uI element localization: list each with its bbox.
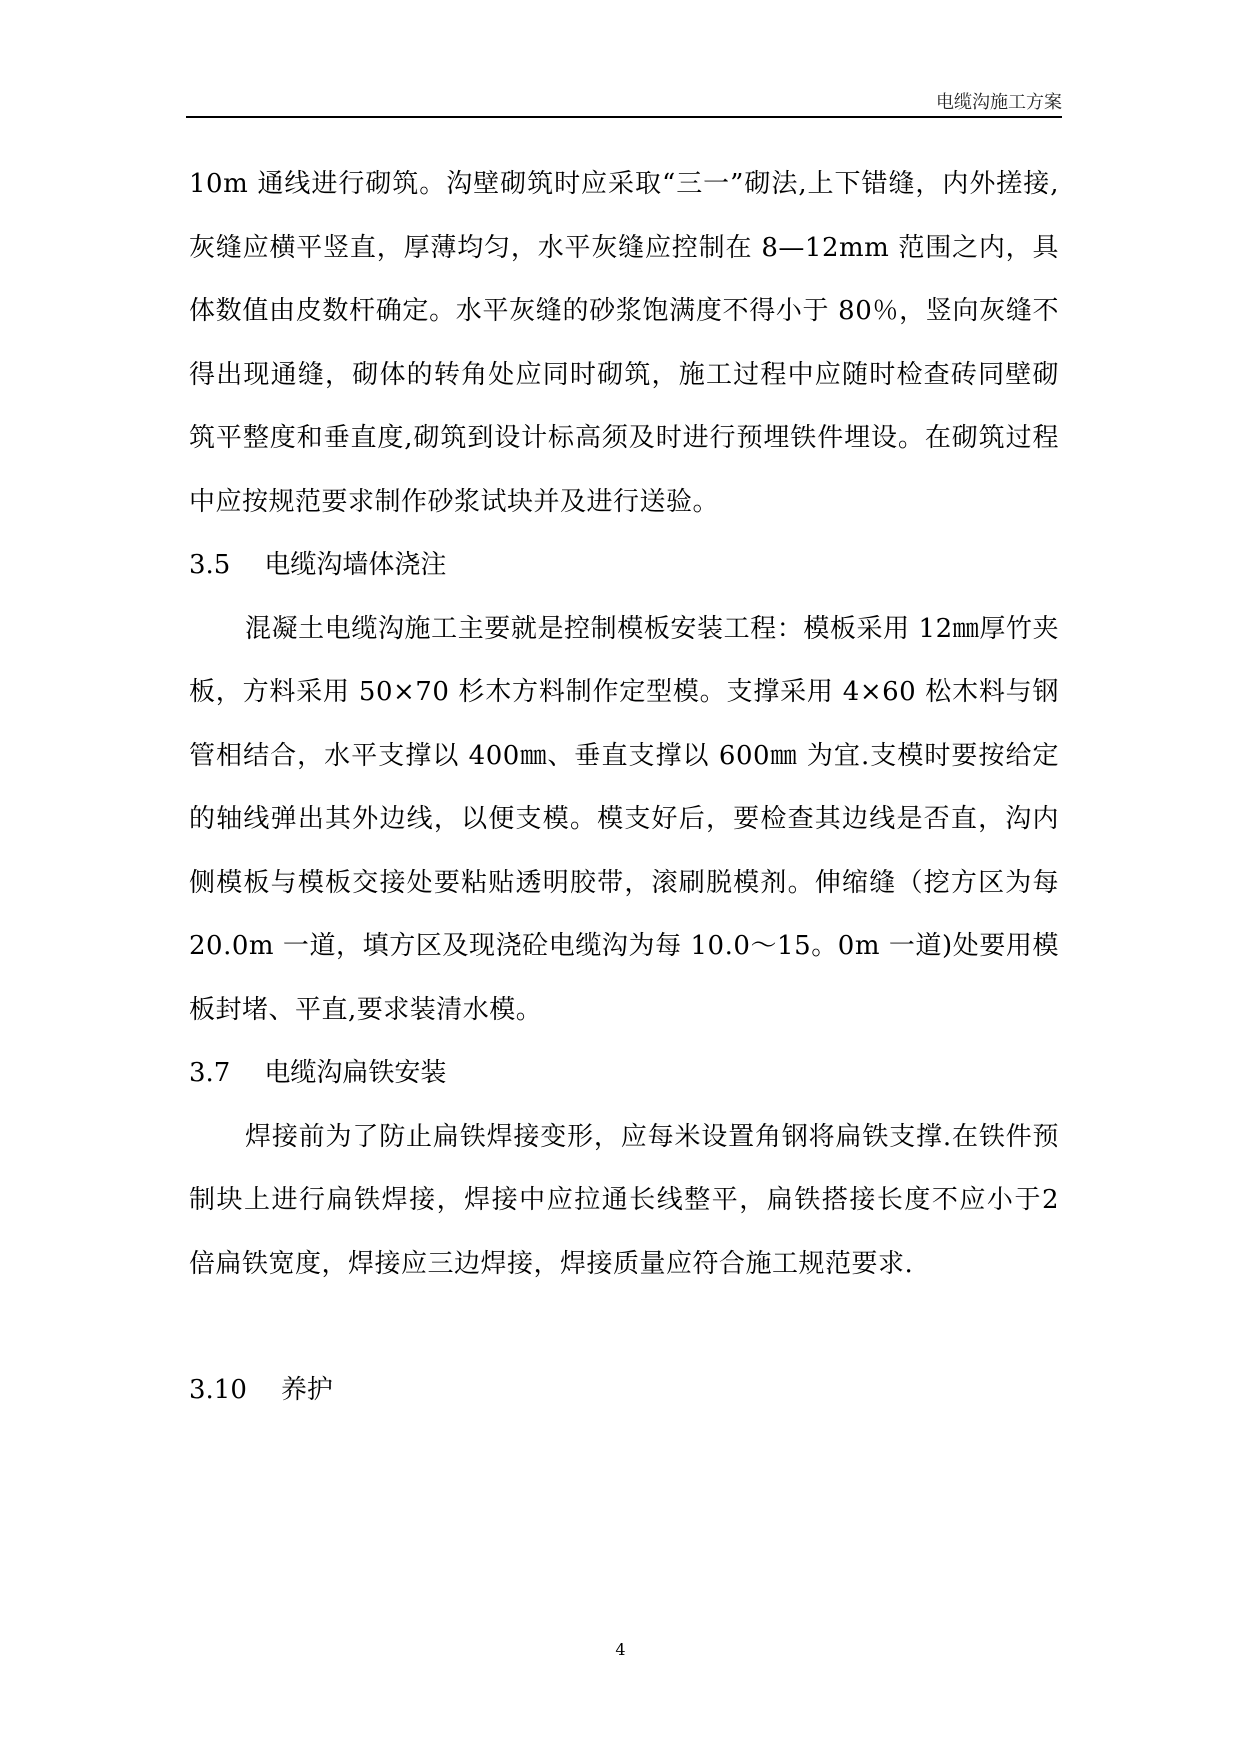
section-heading-3-5 <box>189 534 1059 598</box>
section-title: 电缆沟墙体浇注 <box>264 550 447 580</box>
section-number: 3.7 <box>189 1058 231 1088</box>
section-heading-3-7 <box>189 1042 1059 1106</box>
section-title: 养护 <box>280 1375 333 1405</box>
page-number: 4 <box>615 1640 626 1659</box>
paragraph-formwork: 混凝土电缆沟施工主要就是控制模板安装工程：模板采用 12㎜厚竹夹板，方料采用 50×70 杉木方料制作定型模。支撑采用 4×60 松木料与钢管相结合，水平支撑以 400㎜、垂直支撑以 600㎜ 为宜.支模时要按给定的轴线弹出其外边线，以便支模。模支好后，要检查其边线是否直，沟内侧模板与模板交接处要粘贴透明胶带，滚刷脱模剂。伸缩缝（挖方区为每 20.0m 一道，填方区及现浇砼电缆沟为每 10.0～15。0m 一道)处要用模板封堵、平直,要求装清水模。 <box>189 613 1059 1025</box>
section-title: 电缆沟扁铁安装 <box>264 1058 447 1088</box>
spacer <box>189 1296 1059 1359</box>
header-title: 电缆沟施工方案 <box>936 92 1062 113</box>
document-body <box>189 153 1059 1423</box>
paragraph-masonry: 10m 通线进行砌筑。沟壁砌筑时应采取“三一”砌法,上下错缝，内外搓接,灰缝应横平竖直，厚薄均匀，水平灰缝应控制在 8—12mm 范围之内，具体数值由皮数杆确定。水平灰缝的砂浆饱满度不得小于 80％，竖向灰缝不得出现通缝，砌体的转角处应同时砌筑，施工过程中应随时检查砖同壁砌筑平整度和垂直度,砌筑到设计标高须及时进行预埋铁件埋设。在砌筑过程中应按规范要求制作砂浆试块并及进行送验。 <box>189 169 1059 517</box>
paragraph-flat-iron: 焊接前为了防止扁铁焊接变形，应每米设置角钢将扁铁支撑.在铁件预制块上进行扁铁焊接，焊接中应拉通长线整平，扁铁搭接长度不应小于2 倍扁铁宽度，焊接应三边焊接，焊接质量应符合施工规范要求. <box>189 1121 1059 1279</box>
section-number: 3.10 <box>189 1375 247 1405</box>
section-number: 3.5 <box>189 550 231 580</box>
section-heading-3-10 <box>189 1359 1059 1423</box>
page-header <box>186 86 1062 118</box>
